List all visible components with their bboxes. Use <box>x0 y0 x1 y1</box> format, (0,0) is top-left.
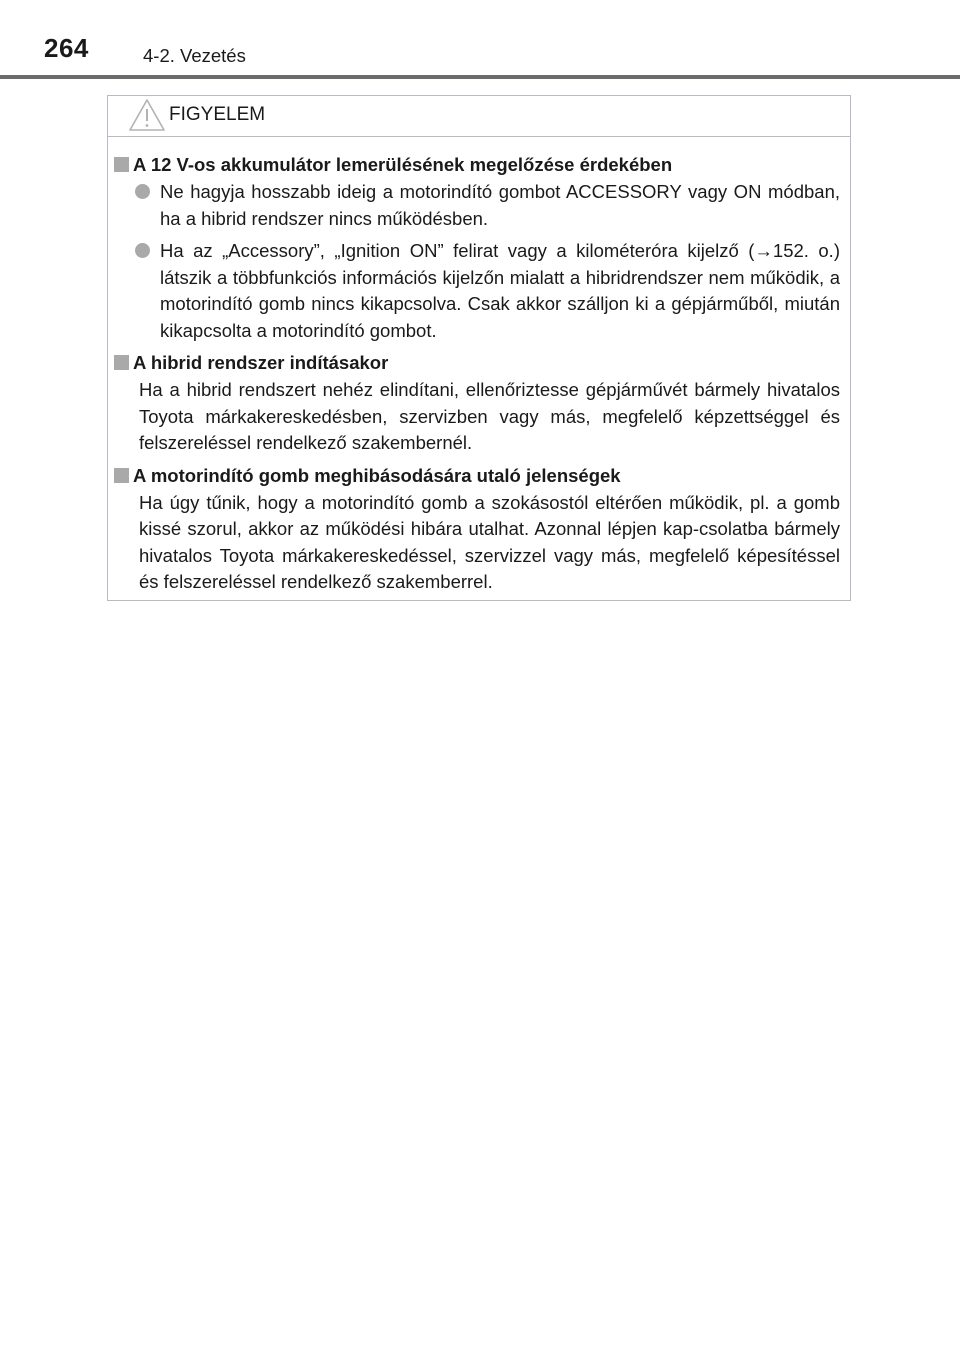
round-bullet-icon <box>135 243 150 258</box>
list-item-text: Ne hagyja hosszabb ideig a motorindító gombot ACCESSORY vagy ON módban, ha a hibrid rendszer nincs működésben. <box>160 181 840 229</box>
list-item-text: Ha az „Accessory”, „Ignition ON” felirat vagy a kilométeróra kijelző (→152. o.) látszik a többfunkciós információs kijelzőn mialatt a hibridrendszer nem működik, a motorindító gomb nincs kikapcsolva. Csak akkor szálljon ki a gépjárműből, miután kikapcsolta a motorindító gombot. <box>160 240 840 341</box>
section-starting <box>114 350 840 457</box>
square-bullet-icon <box>114 468 129 483</box>
warning-body <box>108 137 850 596</box>
square-bullet-icon <box>114 355 129 370</box>
warning-triangle-icon <box>128 98 166 132</box>
section-malfunction <box>114 463 840 596</box>
section-battery <box>114 152 840 344</box>
section-title: 4-2. Vezetés <box>143 45 246 66</box>
list-item <box>114 179 840 232</box>
section-heading <box>114 350 840 376</box>
warning-box <box>107 95 851 601</box>
round-bullet-icon <box>135 184 150 199</box>
page-number: 264 <box>44 33 89 63</box>
list-item <box>114 238 840 344</box>
warning-title: FIGYELEM <box>169 104 266 125</box>
section-paragraph: Ha a hibrid rendszert nehéz elindítani, ellenőriztesse gépjárművét bármely hivatalos Toyota márkakereskedésben, szervizben vagy más, megfelelő képzettséggel és felszereléssel rendelkező szakembernél. <box>139 379 840 453</box>
page-header <box>0 0 960 80</box>
section-heading-text: A motorindító gomb meghibásodására utaló jelenségek <box>133 464 621 486</box>
header-rule <box>0 75 960 79</box>
section-paragraph: Ha úgy tűnik, hogy a motorindító gomb a szokásostól eltérően működik, pl. a gomb kissé szorul, akkor az működési hibára utalhat. Azonnal lépjen kap-csolatba bármely hivatalos Toyota márkakereskedéssel, szervizzel vagy más, megfelelő képesítéssel és felszereléssel rendelkező szakemberrel. <box>139 491 840 592</box>
section-heading <box>114 463 840 489</box>
warning-header <box>108 96 850 137</box>
section-heading <box>114 152 840 178</box>
section-heading-text: A 12 V-os akkumulátor lemerülésének megelőzése érdekében <box>133 154 673 175</box>
section-heading-text: A hibrid rendszer indításakor <box>133 352 389 373</box>
square-bullet-icon <box>114 157 129 172</box>
